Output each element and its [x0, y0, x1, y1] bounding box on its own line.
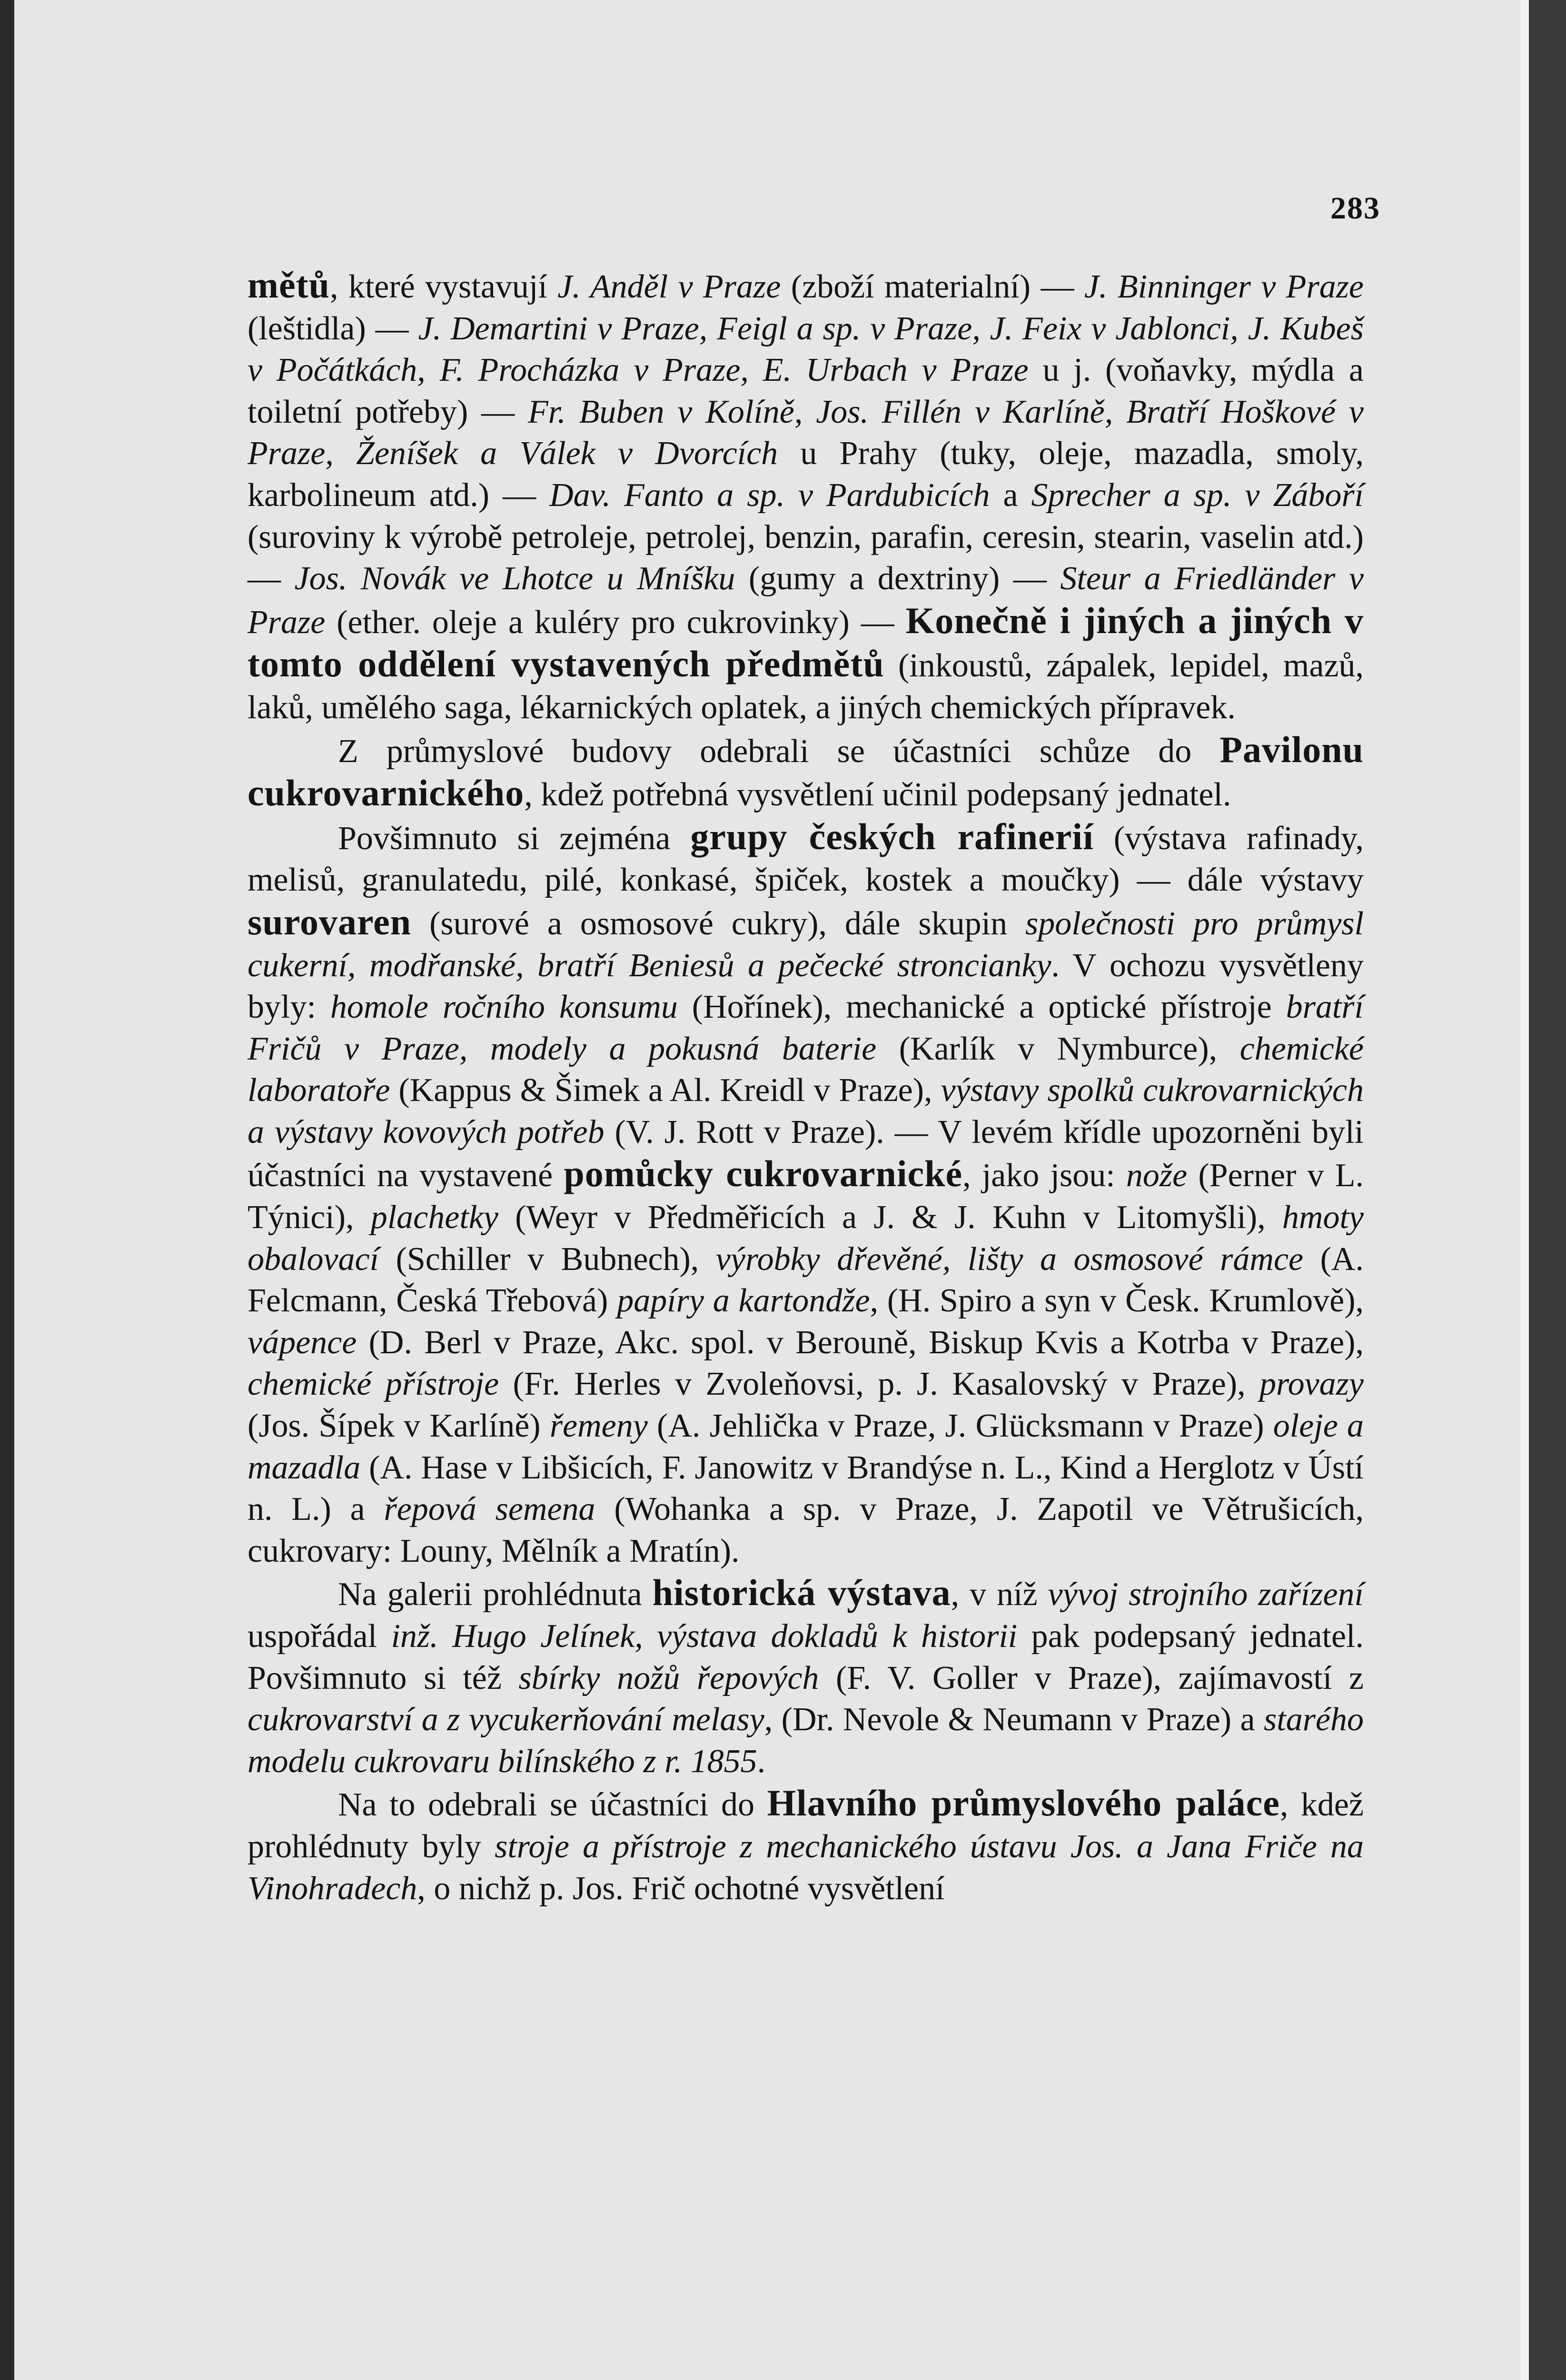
text-run: (Wohanka a sp. v Praze, J. Zapotil ve Větrušicích, cukrovary: Louny, Mělník a Mratín). [248, 1491, 1364, 1569]
italic-run: vápence [248, 1324, 357, 1361]
italic-run: vývoj strojního zařízení [1048, 1576, 1364, 1613]
text-run: uspořádal [248, 1618, 391, 1655]
scan-edge-right [1529, 0, 1566, 2380]
scan-edge-left [0, 0, 14, 2380]
italic-run: cukrovarství a z vycukerňování melasy [248, 1701, 764, 1738]
body-text [248, 264, 1364, 1909]
italic-run: hmoty obalovací [248, 1199, 1364, 1278]
italic-run: Sprecher a sp. v Záboří [1031, 476, 1364, 514]
bold-run: Pavilonu cukrovarnického [248, 728, 1364, 814]
text-run: Povšimnuto si zejména [338, 820, 691, 857]
italic-run: výrobky dřevěné, lišty a osmosové rámce [715, 1240, 1304, 1278]
text-run: a [990, 476, 1031, 514]
text-run: (Weyr v Předměřicích a J. & J. Kuhn v Litomyšli), [498, 1199, 1282, 1236]
paragraph [248, 729, 1364, 816]
text-run: (Kappus & Šimek a Al. Kreidl v Praze), [390, 1072, 941, 1109]
page-number: 283 [1330, 191, 1380, 226]
italic-run: homole ročního konsumu [330, 989, 678, 1026]
text-run: . V ochozu vysvětleny byly: [248, 947, 1364, 1026]
text-run: (A. Jehlička v Praze, J. Glücksmann v Praze) [647, 1408, 1273, 1445]
italic-run: starého modelu cukrovaru bilínského z r. 1855 [248, 1701, 1364, 1780]
bold-run: historická výstava [652, 1572, 951, 1614]
italic-run: řepová semena [384, 1491, 595, 1528]
text-run: (Schiller v Bubnech), [379, 1240, 716, 1278]
bold-run: mětů [248, 264, 330, 306]
text-run: (surové a osmosové cukry), dále skupin [411, 905, 1026, 942]
text-run: Na to odebrali se účastníci do [338, 1786, 767, 1824]
text-run: (Fr. Herles v Zvoleňovsi, p. J. Kasalovský v Praze), [499, 1366, 1259, 1403]
text-run: Z průmyslové budovy odebrali se účastníci schůze do [338, 733, 1220, 770]
text-run: u Prahy (tuky, oleje, mazadla, smoly, karbolineum atd.) — [248, 435, 1364, 514]
italic-run: J. Binninger v Praze [1084, 268, 1364, 305]
text-run: , o nichž p. Jos. Frič ochotné vysvětlení [417, 1870, 945, 1907]
text-run: (Hořínek), mechanické a optické přístroje [677, 989, 1286, 1026]
italic-run: Steur a Friedländer v Praze [248, 560, 1364, 641]
bold-run: Hlavního průmyslového paláce [767, 1782, 1280, 1824]
paragraph [248, 1782, 1364, 1909]
scan-margin-strip [1520, 0, 1529, 2380]
italic-run: Dav. Fanto a sp. v Pardubicích [549, 476, 990, 514]
paragraph [248, 264, 1364, 729]
text-run: u j. (voňavky, mýdla a toiletní potřeby) — [248, 352, 1364, 430]
text-run: (ether. oleje a kuléry pro cukrovinky) — [325, 604, 906, 641]
italic-run: plachetky [370, 1199, 498, 1236]
text-run: , jako jsou: [962, 1157, 1126, 1194]
italic-run: výstavy spolků cukrovarnických a výstavy kovových potřeb [248, 1072, 1364, 1150]
italic-run: bratří Fričů v Praze, modely a pokusná baterie [248, 989, 1364, 1067]
italic-run: chemické laboratoře [248, 1030, 1364, 1109]
paragraph [248, 1572, 1364, 1782]
text-run: (leštidla) — [248, 310, 418, 347]
text-run: , kdež prohlédnuty byly [248, 1786, 1364, 1865]
text-run: (Jos. Šípek v Karlíně) [248, 1408, 550, 1445]
italic-run: společnosti pro průmysl cukerní, modřanské, bratří Beniesů a pečecké stroncianky [248, 905, 1364, 984]
text-run: Na galerii prohlédnuta [338, 1576, 653, 1613]
text-run: (inkoustů, zápalek, lepidel, mazů, laků, umělého saga, lékarnických oplatek, a jiných chemických přípravek. [248, 647, 1364, 726]
text-run: (A. Felcmann, Česká Třebová) [248, 1240, 1364, 1319]
italic-run: J. Demartini v Praze, Feigl a sp. v Praze, J. Feix v Jablonci, J. Kubeš v Počátkách, F. Procházka v Praze, E. Urbach v Praze [248, 310, 1364, 389]
italic-run: Jos. Novák ve Lhotce u Mníšku [294, 560, 735, 597]
text-run: (výstava rafinady, melisů, granulatedu, pilé, konkasé, špiček, kostek a moučky) — dále výstavy [248, 820, 1364, 899]
text-run: , kdež potřebná vysvětlení učinil podepsaný jednatel. [524, 776, 1231, 813]
italic-run: inž. Hugo Jelínek, výstava dokladů k historii [391, 1618, 1018, 1655]
bold-run: grupy českých rafinerií [690, 815, 1094, 857]
italic-run: stroje a přístroje z mechanického ústavu Jos. a Jana Friče na Vinohradech [248, 1828, 1364, 1907]
text-run: (zboží materialní) — [781, 268, 1084, 305]
italic-run: Fr. Buben v Kolíně, Jos. Fillén v Karlíně, Bratří Hoškové v Praze, Ženíšek a Válek v Dvorcích [248, 393, 1364, 472]
text-run: (A. Hase v Libšicích, F. Janowitz v Brandýse n. L., Kind a Herglotz v Ústí n. L.) a [248, 1449, 1364, 1528]
italic-run: řemeny [549, 1408, 648, 1445]
bold-run: surovaren [248, 901, 412, 942]
italic-run: papíry a kartondže [617, 1282, 870, 1319]
paragraph [248, 816, 1364, 1572]
italic-run: sbírky nožů řepových [518, 1659, 819, 1696]
text-run: (Perner v L. Týnici), [248, 1157, 1364, 1236]
italic-run: provazy [1259, 1366, 1364, 1403]
italic-run: oleje a mazadla [248, 1408, 1364, 1486]
text-run: (D. Berl v Praze, Akc. spol. v Berouně, Biskup Kvis a Kotrba v Praze), [357, 1324, 1364, 1361]
text-run: (Karlík v Nymburce), [876, 1030, 1240, 1067]
italic-run: chemické přístroje [248, 1366, 499, 1403]
text-run: (V. J. Rott v Praze). — V levém křídle upozorněni byli účastníci na vystavené [248, 1113, 1364, 1194]
text-run: , (Dr. Nevole & Neumann v Praze) a [764, 1701, 1264, 1738]
italic-run: nože [1126, 1157, 1188, 1194]
text-run: (gumy a dextriny) — [735, 560, 1061, 597]
text-run: pak podepsaný jednatel. Povšimnuto si též [248, 1618, 1364, 1696]
text-run: (F. V. Goller v Praze), zajímavostí z [819, 1659, 1364, 1696]
bold-run: Konečně i jiných a jiných v tomto oddělení vystavených předmětů [248, 599, 1364, 685]
text-run: . [757, 1743, 766, 1780]
bold-run: pomůcky cukrovarnické [564, 1153, 963, 1195]
italic-run: J. Anděl v Praze [557, 268, 781, 305]
text-run: , v níž [951, 1576, 1048, 1613]
text-run: (suroviny k výrobě petroleje, petrolej, benzin, parafin, ceresin, stearin, vaselin atd.) — [248, 518, 1364, 597]
text-run: , které vystavují [329, 268, 558, 305]
text-run: , (H. Spiro a syn v Česk. Krumlově), [870, 1282, 1364, 1319]
